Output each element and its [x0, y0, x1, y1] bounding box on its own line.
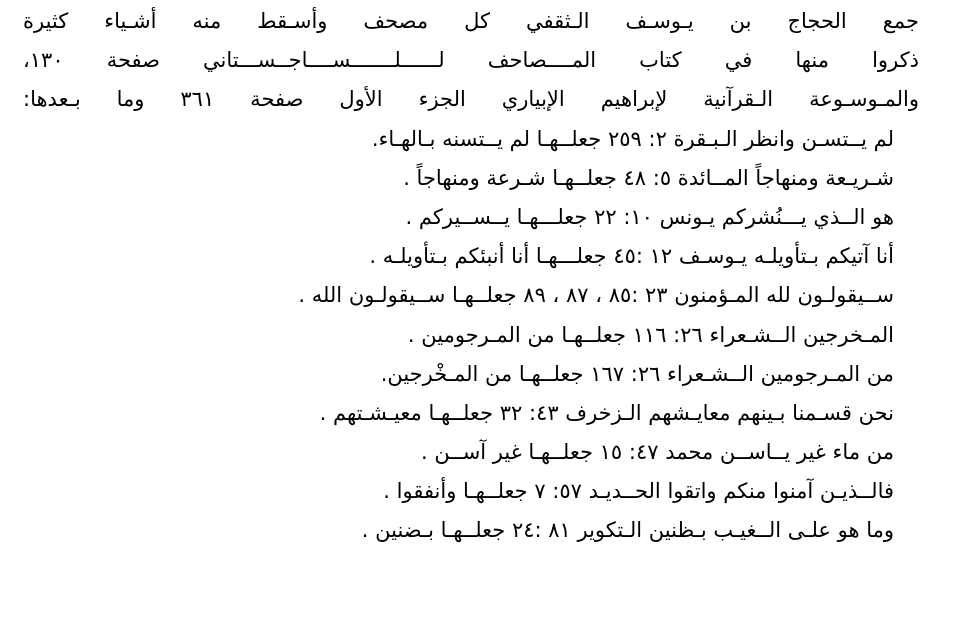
entry-line: من ماء غير يــاســن محمد ٤٧: ١٥ جعلــهـا غير آســن . [421, 440, 894, 465]
entry-line: أنا آتيكم بـتأويلـه يـوسـف ١٢ :٤٥ جعلـــهـا أنا أنبئكم بـتأويلـه . [369, 244, 894, 269]
entry-line: نحن قسـمنا بـينهم معايـشهم الـزخرف ٤٣: ٣٢ جعلــهـا معيـشـتهم . [319, 400, 894, 425]
entry-line: ســيقولـون لله المـؤمنون ٢٣ :٨٥ ، ٨٧ ، ٨٩ جعلــهـا ســيقولـون الله . [298, 283, 894, 308]
entry-line: فالــذيـن آمنوا منكم واتقوا الحــديـد ٥٧: ٧ جعلــهـا وأنفقوا . [383, 479, 894, 504]
entry-line: من المـرجومين الــشـعراء ٢٦: ١٦٧ جعلــهـا من المـخْرجين. [380, 361, 894, 386]
intro-line: ذكروا منها في كتاب المــــصاحف لــــــلـــــــســــاجــســـتاني صفحة ١٣٠، [23, 48, 919, 73]
arabic-text-block [23, 2, 919, 551]
entry-line: هو الــذي يـــنُشركم يـونس ١٠: ٢٢ جعلـــهـا يــســيركم . [405, 204, 894, 229]
entry-line: وما هو علـى الــغيـب بـظنين الـتكوير ٨١ :٢٤ جعلــهـا بـضنين . [361, 518, 894, 543]
entry-line: لم يــتسـن وانظر الـبـقرة ٢: ٢٥٩ جعلــهـا لم يــتسنه بـالهـاء. [371, 126, 894, 151]
intro-line: والمـوسـوعة الـقرآنية لإبراهيم الإبياري الجزء الأول صفحة ٣٦١ وما بـعدها: [23, 87, 919, 112]
entry-line: المـخرجين الــشـعراء ٢٦: ١١٦ جعلــهـا من المـرجومين . [407, 322, 894, 347]
entry-line: شـريـعة ومنهاجاً المــائدة ٥: ٤٨ جعلــهـا شـرعة ومنهاجاً . [403, 165, 894, 190]
intro-line: جمع الحجاج بن يـوسـف الـثقفي كل مصحف وأسـقط منه أشـياء كثيرة [23, 9, 919, 33]
